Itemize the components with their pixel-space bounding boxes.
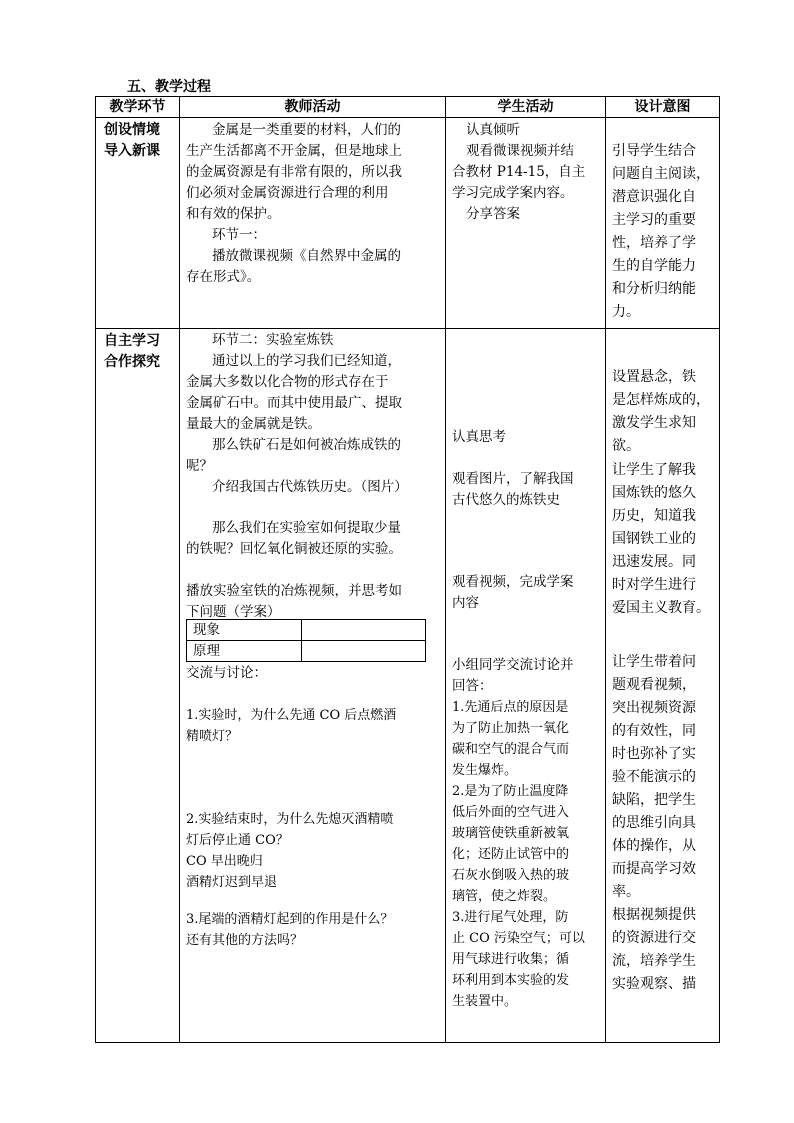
text-line: 国钢铁工业的	[612, 531, 696, 547]
answer-line: 2.是为了防止温度降	[452, 784, 569, 799]
principle-label: 原理	[187, 641, 302, 662]
text-line: 而提高学习效	[612, 861, 696, 877]
text-line: 的资源进行交	[612, 930, 696, 946]
answer-line: 玻璃管使铁重新被氧	[452, 826, 570, 841]
question-line: 2.实验结束时，为什么先熄灭酒精喷	[186, 812, 394, 827]
text-line: 小组同学交流讨论并	[452, 657, 574, 673]
row2-design-cell	[606, 329, 720, 1043]
row2-student-cell	[446, 329, 606, 1043]
question-line: 灯后停止通 CO？	[186, 833, 289, 848]
text-line: 学习完成学案内容。	[452, 185, 574, 201]
text-line: 介绍我国古代炼铁历史。（图片）	[212, 479, 408, 495]
header-teacher: 教师活动	[180, 97, 446, 118]
answer-line: 止 CO 污染空气；可以	[452, 931, 585, 946]
answer-line: 发生爆炸。	[452, 763, 518, 778]
text-line: 和分析归纳能	[612, 281, 696, 297]
text-line: 验不能演示的	[612, 769, 696, 785]
text-line: 突出视频资源	[612, 700, 696, 716]
section-title: 五、教学过程	[127, 79, 211, 95]
header-design: 设计意图	[606, 97, 720, 118]
text-line: 潜意识强化自	[612, 189, 696, 205]
text-line: 那么铁矿石是如何被冶炼成铁的	[212, 437, 401, 453]
answer-line: 1.先通后点的原因是	[452, 700, 569, 715]
text-line: 时也弥补了实	[612, 746, 696, 762]
row1-stage-line: 创设情境	[104, 122, 160, 138]
discussion-label: 交流与讨论：	[186, 665, 267, 681]
text-line: 和有效的保护。	[186, 206, 281, 222]
row2-stage-cell	[96, 329, 180, 1043]
text-line: 播放实验室铁的冶炼视频，并思考如	[186, 583, 402, 599]
principle-answer[interactable]	[302, 641, 426, 662]
text-line: 通过以上的学习我们已经知道，	[212, 353, 401, 369]
phenomenon-answer[interactable]	[302, 620, 426, 641]
text-line: 主学习的重要	[612, 212, 696, 228]
text-line: 根据视频提供	[612, 907, 696, 923]
text-line: 欲。	[612, 438, 640, 454]
question-line: 还有其他的方法吗？	[186, 933, 304, 948]
text-line: 是怎样炼成的，	[612, 392, 710, 408]
answer-line: 低后外面的空气进入	[452, 805, 570, 820]
text-line: 们必须对金属资源进行合理的利用	[186, 185, 389, 201]
text-line: 认真倾听	[466, 122, 520, 138]
student-think: 认真思考	[452, 429, 506, 445]
answer-line: 碳和空气的混合气而	[452, 742, 570, 757]
text-line: 的铁呢？回忆氧化铜被还原的实验。	[186, 541, 402, 557]
text-line: 内容	[452, 595, 479, 611]
text-line: 金属大多数以化合物的形式存在于	[186, 374, 389, 390]
text-line: 流，培养学生	[612, 953, 696, 969]
teaching-process-table	[95, 96, 720, 1043]
text-line: 观看图片，了解我国	[452, 471, 574, 487]
question-line: 精喷灯？	[186, 729, 239, 744]
row1-design-cell	[606, 118, 720, 329]
text-line: 古代悠久的炼铁史	[452, 492, 560, 508]
text-line: 存在形式》。	[186, 269, 261, 285]
text-line: 的金属资源是有非常有限的，所以我	[186, 164, 402, 180]
text-line: 的有效性，同	[612, 723, 696, 739]
answer-line: 化；还防止试管中的	[452, 847, 570, 862]
answer-line: 璃管，使之炸裂。	[452, 889, 557, 904]
text-line: 体的操作，从	[612, 838, 696, 854]
text-line: 实验观察、描	[612, 976, 696, 992]
answer-line: 生装置中。	[452, 994, 518, 1009]
row1-student-cell	[446, 118, 606, 329]
text-line: 国炼铁的悠久	[612, 485, 696, 501]
phenomenon-principle-table	[186, 619, 426, 662]
text-line: 激发学生求知	[612, 415, 696, 431]
text-line: 让学生了解我	[612, 462, 696, 478]
row1-stage-line: 导入新课	[104, 143, 160, 159]
text-line: 那么我们在实验室如何提取少量	[212, 520, 401, 536]
text-line: 金属矿石中。而其中使用最广、提取	[186, 395, 402, 411]
question-line: 1.实验时，为什么先通 CO 后点燃酒	[186, 708, 397, 723]
text-line: 缺陷，把学生	[612, 792, 696, 808]
text-line: 爱国主义教育。	[612, 600, 710, 616]
row2-stage-line: 合作探究	[104, 354, 160, 370]
text-line: 环节一：	[212, 227, 266, 243]
text-line: 历史，知道我	[612, 508, 696, 524]
text-line: 设置悬念，铁	[612, 369, 696, 385]
answer-line: 石灰水倒吸入热的玻	[452, 868, 570, 883]
text-line: 播放微课视频《自然界中金属的	[212, 248, 401, 264]
text-line: 的思维引向具	[612, 815, 696, 831]
text-line: 率。	[612, 884, 640, 900]
text-line: 呢？	[186, 458, 213, 474]
text-line: 观看微课视频并结	[466, 143, 574, 159]
answer-line: 用气球进行收集；循	[452, 952, 570, 967]
text-line: 性，培养了学	[612, 235, 696, 251]
row2-stage-line: 自主学习	[104, 333, 160, 349]
text-line: 回答：	[452, 678, 493, 694]
text-line: 题观看视频，	[612, 677, 696, 693]
row1-stage-cell	[96, 118, 180, 329]
question-line: CO 早出晚归	[186, 854, 263, 869]
text-line: 量最大的金属就是铁。	[186, 416, 321, 432]
header-stage: 教学环节	[96, 97, 180, 118]
answer-line: 3.进行尾气处理，防	[452, 910, 569, 925]
text-line: 问题自主阅读，	[612, 166, 710, 182]
answer-line: 为了防止加热一氧化	[452, 721, 570, 736]
row1-teacher-cell	[180, 118, 446, 329]
phenomenon-label: 现象	[187, 620, 302, 641]
text-line: 观看视频，完成学案	[452, 574, 574, 590]
answer-line: 环利用到本实验的发	[452, 973, 570, 988]
text-line: 环节二：实验室炼铁	[212, 332, 334, 348]
header-student: 学生活动	[446, 97, 606, 118]
text-line: 时对学生进行	[612, 577, 696, 593]
text-line: 力。	[612, 304, 640, 320]
row2-teacher-cell	[180, 329, 446, 1043]
text-line: 金属是一类重要的材料，人们的	[212, 122, 401, 138]
text-line: 迅速发展。同	[612, 554, 696, 570]
question-line: 3.尾端的酒精灯起到的作用是什么？	[186, 912, 394, 927]
text-line: 分享答案	[466, 206, 520, 222]
text-line: 引导学生结合	[612, 143, 696, 159]
text-line: 合教材 P14-15，自主	[452, 164, 586, 180]
text-line: 生的自学能力	[612, 258, 696, 274]
text-line: 让学生带着问	[612, 654, 696, 670]
text-line: 下问题（学案）	[186, 604, 281, 620]
text-line: 生产生活都离不开金属，但是地球上	[186, 143, 402, 159]
question-line: 酒精灯迟到早退	[186, 875, 278, 890]
